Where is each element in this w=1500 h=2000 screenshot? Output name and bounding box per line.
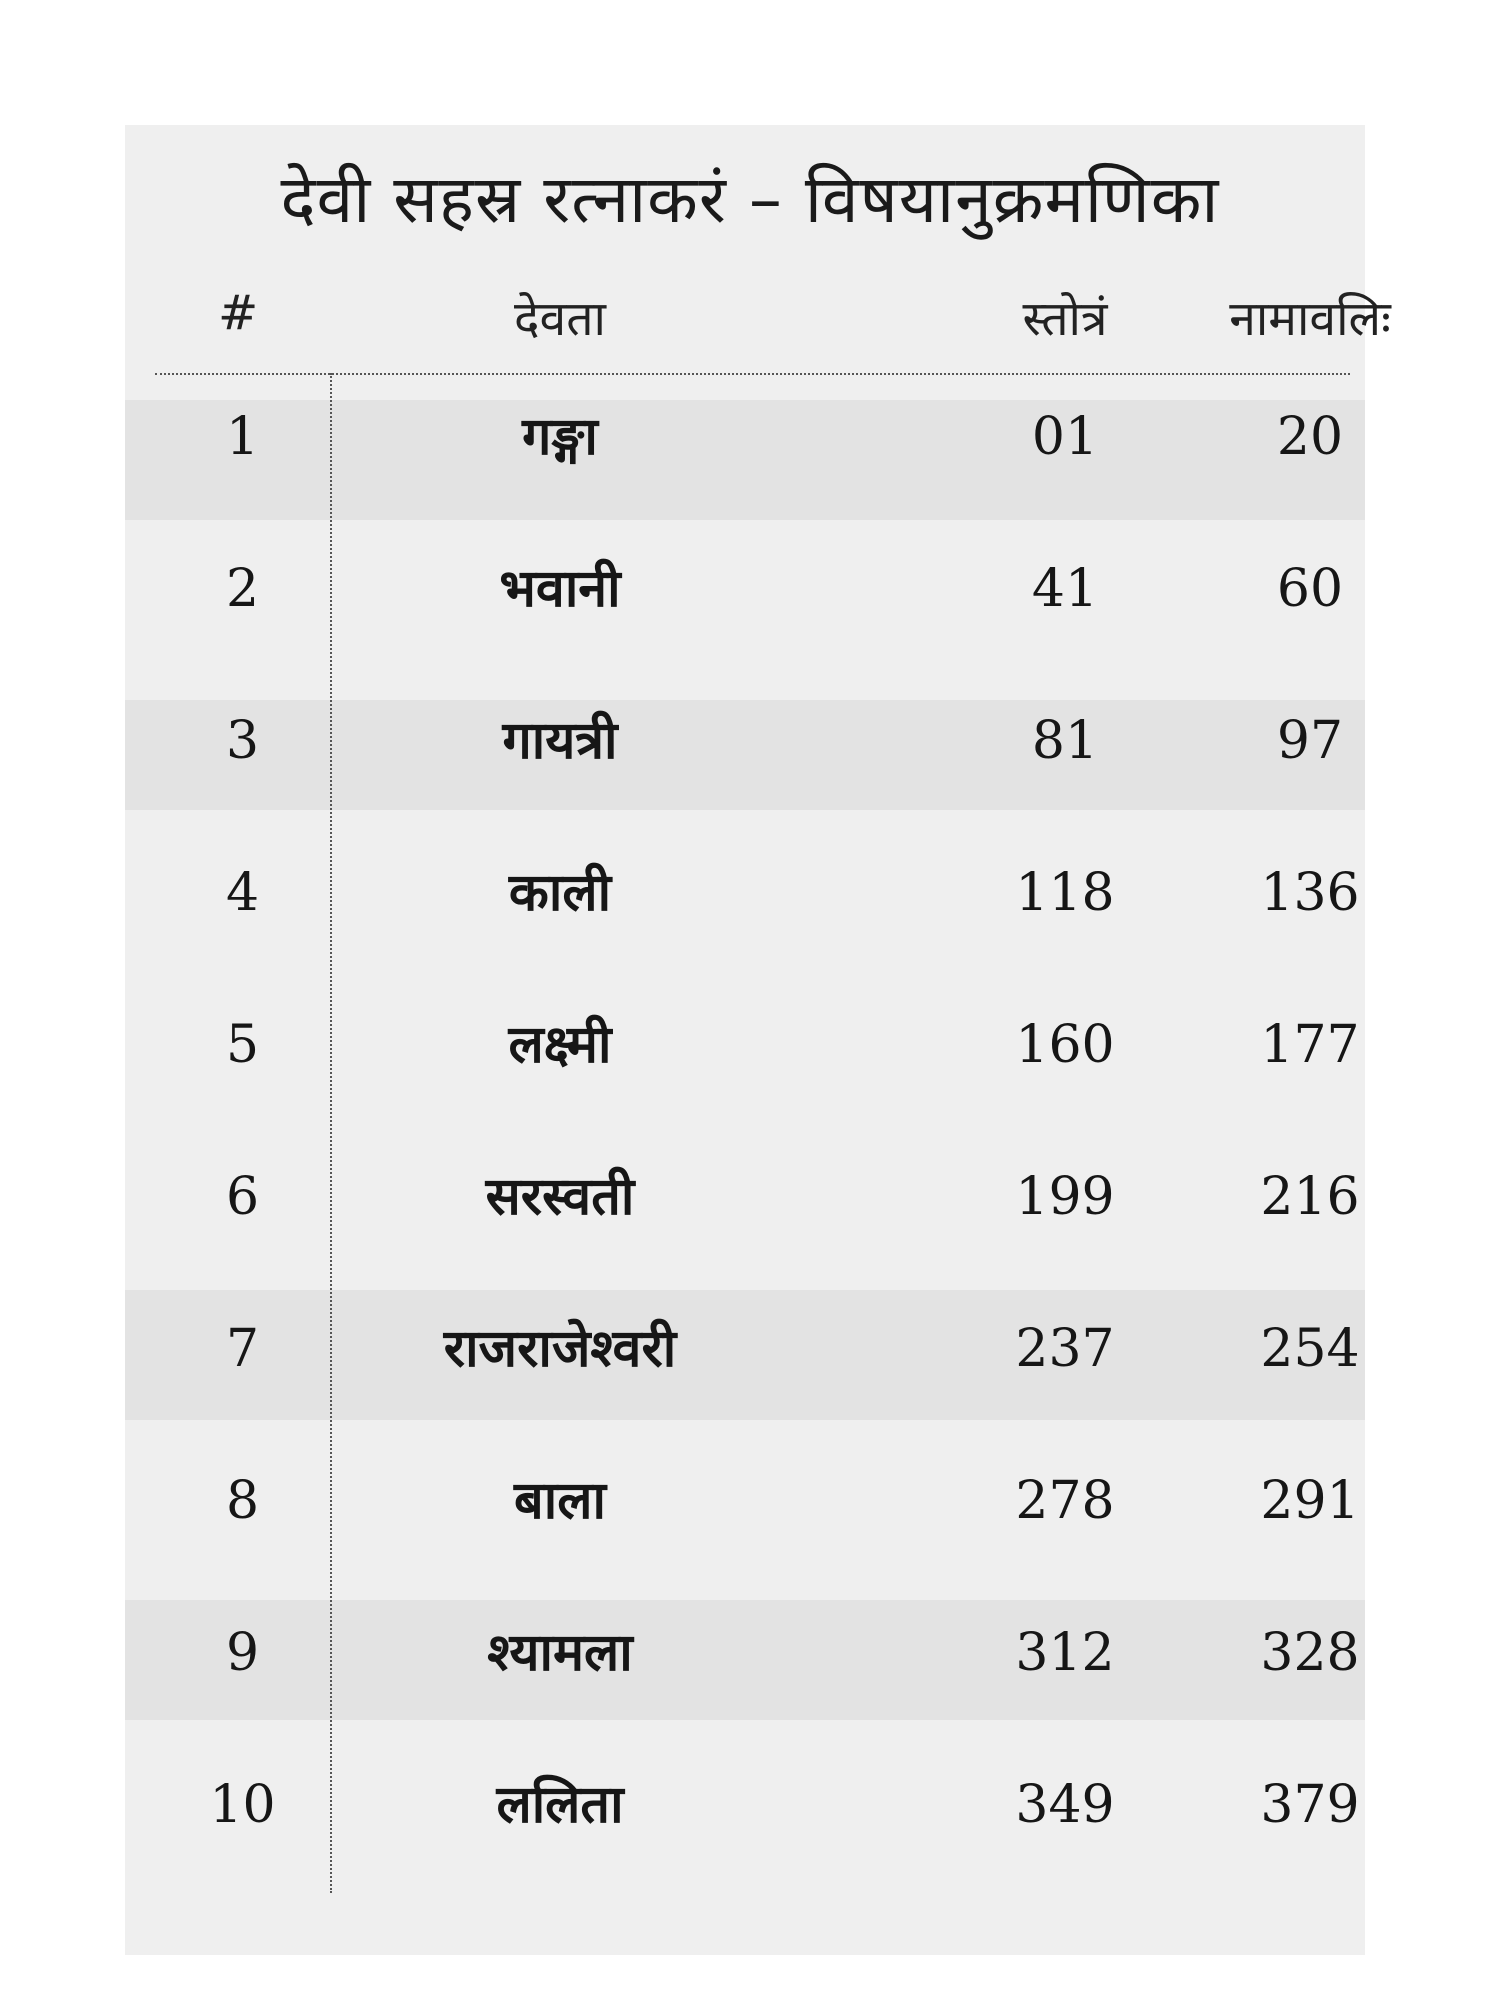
deity-name: बाला [514,1471,606,1531]
table-row [155,1165,1360,1317]
stotra-page: 01 [1031,407,1099,467]
stotra-page: 160 [1015,1015,1115,1075]
deity-name: लक्ष्मी [508,1015,612,1075]
row-number: 7 [225,1319,260,1379]
row-number: 9 [225,1623,260,1683]
stotra-page: 199 [1015,1167,1115,1227]
stotra-page: 312 [1015,1623,1115,1683]
namavali-page: 60 [1276,559,1344,619]
column-header-deity: देवता [514,291,606,347]
table-header [155,285,1391,375]
page-title: देवी सहस्र रत्नाकरं – विषयानुक्रमणिका [280,161,1220,239]
deity-name: ललिता [496,1775,624,1835]
namavali-page: 254 [1260,1319,1360,1379]
stotra-page: 278 [1015,1471,1115,1531]
column-header-number: # [218,285,259,341]
table-row [155,1317,1360,1469]
deity-name: गायत्री [502,711,618,771]
row-number: 6 [225,1167,260,1227]
row-number: 2 [225,559,260,619]
namavali-page: 177 [1260,1015,1360,1075]
namavali-page: 97 [1276,711,1344,771]
namavali-page: 20 [1276,407,1344,467]
row-number: 5 [225,1015,260,1075]
deity-name: गङ्गा [522,407,598,467]
stotra-page: 237 [1015,1319,1115,1379]
deity-name: श्यामला [487,1623,633,1683]
table-row [155,405,1350,557]
header-divider [155,373,1350,375]
table-row [155,1013,1360,1165]
deity-name: राजराजेश्वरी [443,1319,677,1379]
index-table [155,285,1391,1835]
stotra-page: 349 [1015,1775,1115,1835]
deity-name: भवानी [499,559,621,619]
table-row [155,1773,1360,1925]
namavali-page: 291 [1260,1471,1360,1531]
deity-name: काली [508,863,612,923]
deity-name: सरस्वती [485,1167,635,1227]
namavali-page: 136 [1260,863,1360,923]
namavali-page: 216 [1260,1167,1360,1227]
table-row [155,709,1350,861]
row-number: 1 [225,407,260,467]
namavali-page: 328 [1260,1623,1360,1683]
column-header-stotra: स्तोत्रं [1022,291,1108,347]
stotra-page: 118 [1015,863,1115,923]
row-number: 3 [225,711,260,771]
table-row [155,861,1360,1013]
namavali-page: 379 [1260,1775,1360,1835]
table-row [155,557,1350,709]
stotra-page: 81 [1031,711,1099,771]
row-number: 8 [225,1471,260,1531]
row-number: 4 [225,863,260,923]
table-row [155,1621,1360,1773]
table-body [155,405,1360,1925]
row-number: 10 [209,1775,276,1835]
column-header-namavali: नामावलिः [1229,291,1391,347]
table-row [155,1469,1360,1621]
stotra-page: 41 [1031,559,1099,619]
